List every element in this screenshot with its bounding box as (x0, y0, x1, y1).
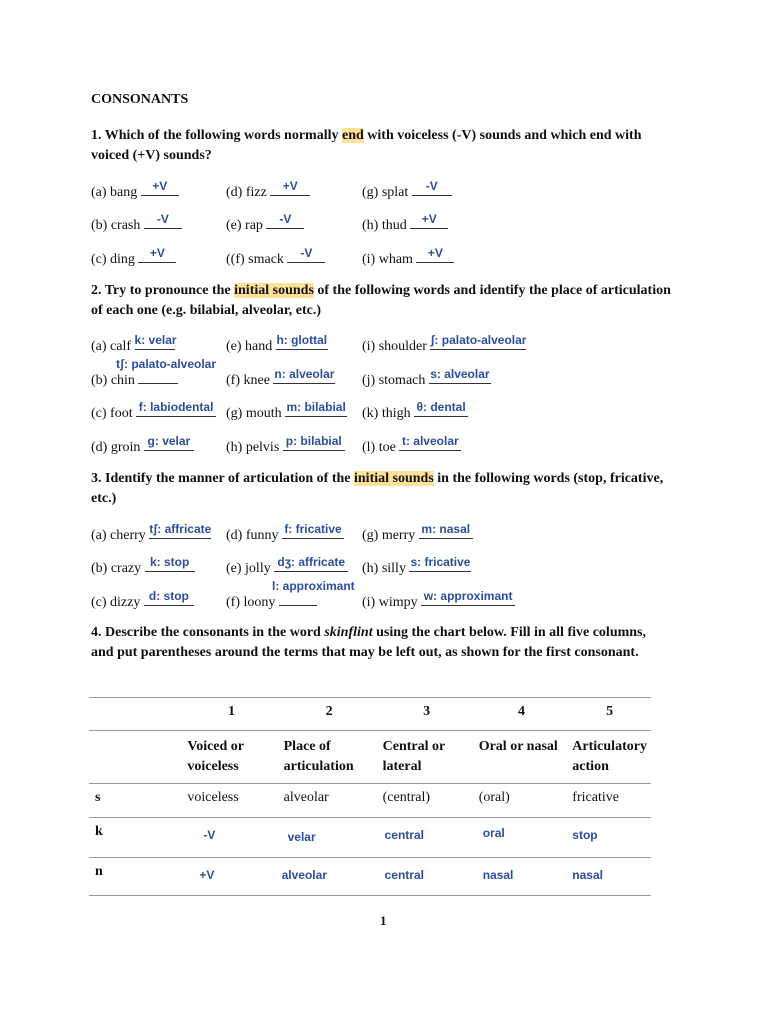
question-1-prompt (91, 126, 681, 166)
col-number-4: 4 (475, 698, 569, 731)
col-number-2: 2 (280, 698, 379, 731)
question-3-prompt: 3. Identify the manner of articulation of the initial sounds in the following words (stop, fricative, etc.) (91, 471, 664, 506)
q2-item-h: (h) pelvis p: bilabial (226, 436, 345, 456)
q2-item-i: (i) shoulder ʃ: palato-alveolar (362, 333, 527, 354)
q1-item-f: ((f) smack -V (226, 248, 325, 268)
q2-item-c: (c) foot f: labiodental (91, 402, 216, 422)
q2-item-f: (f) knee n: alveolar (226, 367, 335, 388)
col-label-4: Oral or nasal (475, 731, 569, 784)
q1-post: with voiceless (-V) sounds and which end with voiced (+V) sounds? (91, 128, 642, 163)
q2-item-b-answer: tʃ: palato-alveolar (116, 357, 217, 371)
q1-pre: 1. Which of the following words normally (91, 128, 342, 143)
table-row: n +V alveolar central nasal nasal (89, 858, 651, 896)
page-number: 1 (380, 913, 387, 928)
table-row: k -V velar central oral stop (89, 818, 651, 858)
q1-item-g: (g) splat -V (362, 181, 452, 201)
col-label-3: Central or lateral (379, 731, 475, 784)
q1-item-h: (h) thud +V (362, 214, 448, 234)
q1-item-i: (i) wham +V (362, 248, 454, 268)
q3-item-d: (d) funny f: fricative (226, 524, 344, 544)
q1-highlight: end (341, 128, 364, 143)
q2-item-a: (a) calf k: velar (91, 333, 177, 354)
col-number-3: 3 (379, 698, 475, 731)
q3-item-h: (h) silly s: fricative (362, 555, 471, 576)
col-number-1: 1 (183, 698, 279, 731)
q1-item-a: (a) bang +V (91, 181, 179, 201)
q3-item-g: (g) merry m: nasal (362, 524, 473, 544)
q3-item-c: (c) dizzy d: stop (91, 591, 194, 611)
q2-item-j: (j) stomach s: alveolar (362, 367, 490, 388)
chart-label-row (89, 731, 651, 784)
col-number-5: 5 (568, 698, 651, 731)
q3-item-b: (b) crazy k: stop (91, 557, 195, 577)
q1-item-b: (b) crash -V (91, 214, 182, 234)
consonant-chart (89, 697, 651, 896)
q4-word: skinflint (324, 625, 373, 640)
q3-item-f-answer: l: approximant (272, 579, 355, 593)
q3-item-f: (f) loony (226, 591, 317, 611)
chart-number-row (89, 698, 651, 731)
q1-item-d: (d) fizz +V (226, 181, 310, 201)
q2-item-k: (k) thigh θ: dental (362, 402, 468, 422)
q3-item-e: (e) jolly dʒ: affricate (226, 557, 348, 577)
question-4-prompt: 4. Describe the consonants in the word skinflint using the chart below. Fill in all five columns, and put parentheses around the terms that may be left out, as shown for the first consonant. (91, 625, 646, 660)
table-row: s voiceless alveolar (central) (oral) fricative (89, 784, 651, 818)
q2-item-l: (l) toe t: alveolar (362, 436, 461, 456)
section-title: CONSONANTS (91, 92, 189, 107)
q2-item-g: (g) mouth m: bilabial (226, 400, 346, 421)
q3-item-i: (i) wimpy w: approximant (362, 591, 515, 611)
col-label-5: Articulatory action (568, 731, 651, 784)
q3-item-a: (a) cherry tʃ: affricate (91, 522, 212, 543)
col-label-1: Voiced or voiceless (183, 731, 279, 784)
q1-item-e: (e) rap -V (226, 214, 304, 234)
question-2-prompt: 2. Try to pronounce the initial sounds of the following words and identify the place of articulation of each one (e.g. bilabial, alveolar, etc.) (91, 283, 671, 318)
col-label-2: Place of articulation (280, 731, 379, 784)
q2-item-e: (e) hand h: glottal (226, 333, 328, 354)
q2-item-d: (d) groin g: velar (91, 436, 194, 456)
q1-item-c: (c) ding +V (91, 248, 176, 268)
q2-item-b: (b) chin (91, 369, 178, 389)
